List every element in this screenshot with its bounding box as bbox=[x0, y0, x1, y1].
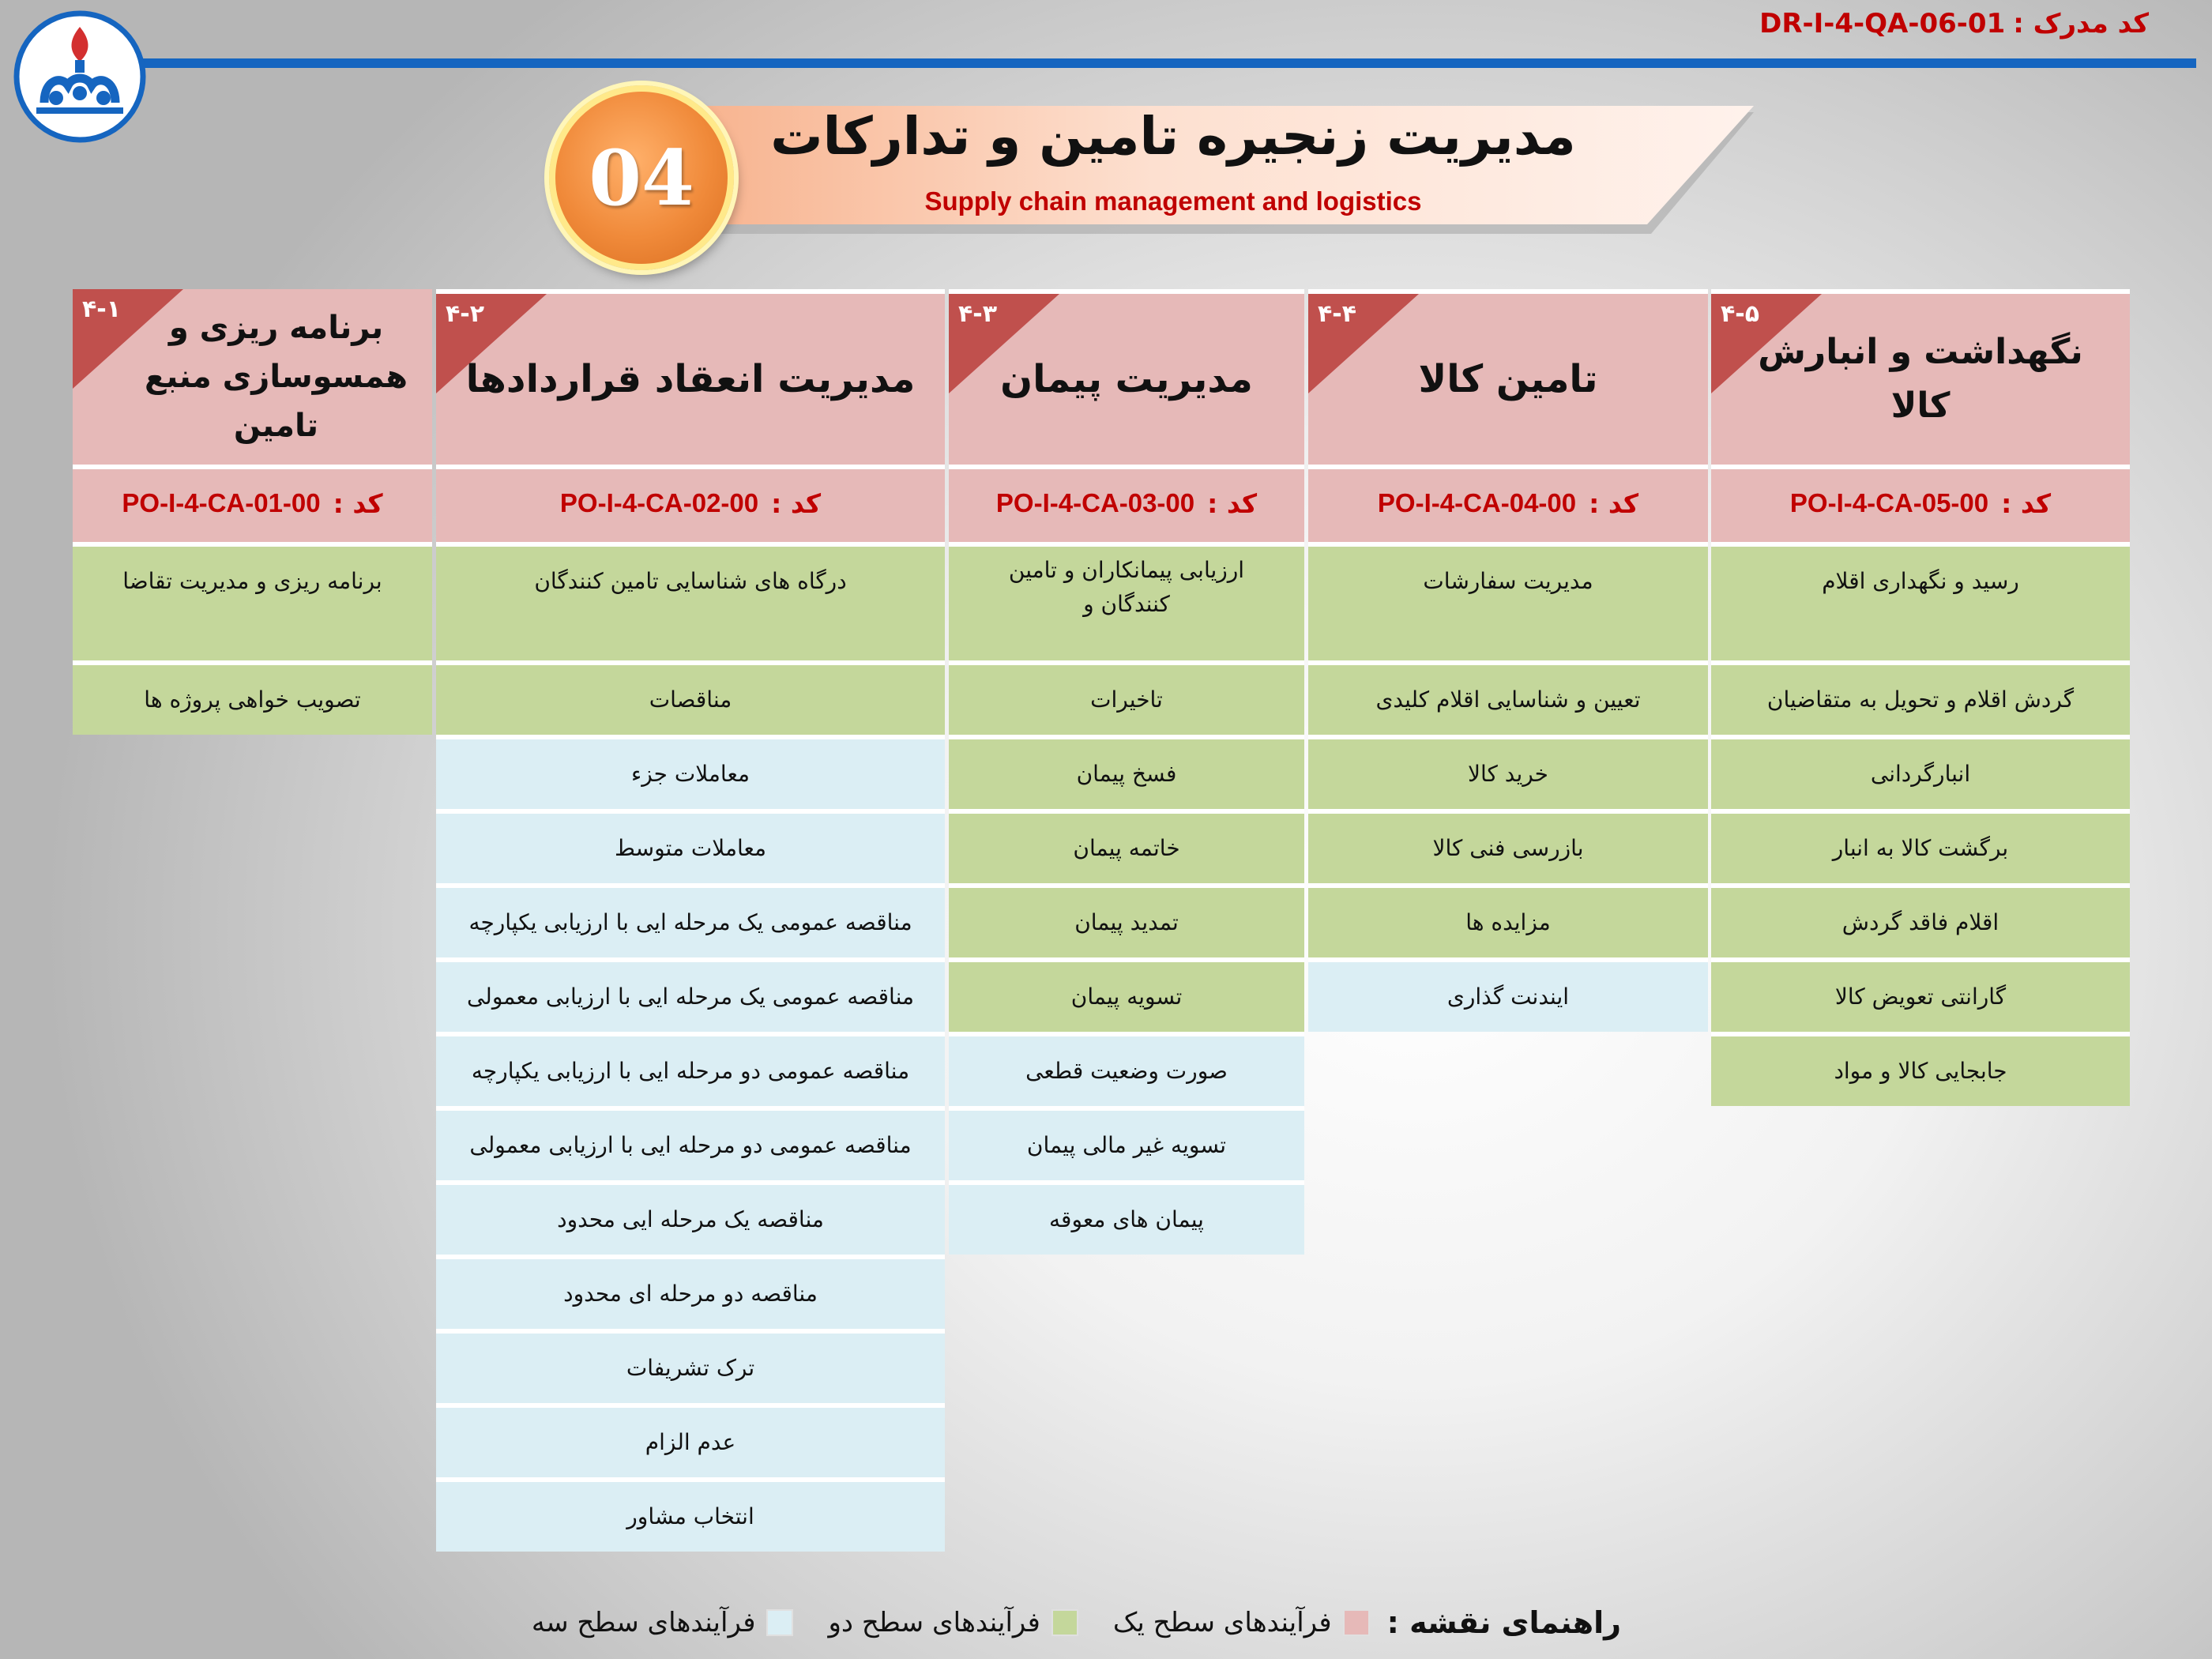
column-code bbox=[949, 465, 1304, 542]
column-code bbox=[73, 465, 432, 542]
process-item-label: جابجایی کالا و مواد bbox=[1834, 1058, 2007, 1084]
column-code bbox=[1711, 465, 2130, 542]
column-number: ۴-۱ bbox=[82, 295, 122, 323]
process-item-label: مناقصات bbox=[649, 687, 732, 713]
process-item[interactable] bbox=[1308, 660, 1708, 735]
process-item[interactable] bbox=[73, 542, 432, 660]
process-item-label: تمدید پیمان bbox=[1074, 909, 1179, 935]
column-number-tab bbox=[73, 289, 183, 389]
legend-swatch-level-3 bbox=[766, 1609, 793, 1636]
process-item-label: انتخاب مشاور bbox=[626, 1503, 754, 1529]
process-item-label: برنامه ریزی و مدیریت تقاضا bbox=[122, 568, 382, 594]
process-item-label: تعیین و شناسایی اقلام کلیدی bbox=[1375, 687, 1641, 713]
legend-swatch-level-1 bbox=[1343, 1609, 1370, 1636]
process-item-label: مناقصه عمومی یک مرحله ایی با ارزیابی معمولی bbox=[466, 984, 915, 1010]
process-item[interactable] bbox=[436, 735, 945, 809]
legend-swatch-level-2 bbox=[1051, 1609, 1078, 1636]
column-code-label: کد : bbox=[2001, 488, 2052, 519]
process-item[interactable] bbox=[1711, 1032, 2130, 1106]
page-subtitle: Supply chain management and logistics bbox=[924, 186, 1422, 216]
column-number: ۴-۲ bbox=[446, 300, 485, 328]
column-planning bbox=[73, 289, 432, 735]
process-item-label: ایندنت گذاری bbox=[1446, 984, 1570, 1010]
process-item-label: خاتمه پیمان bbox=[1073, 835, 1180, 861]
process-item[interactable] bbox=[949, 1180, 1304, 1255]
column-code-value: PO-I-4-CA-05-00 bbox=[1789, 488, 1989, 517]
header-rule bbox=[142, 58, 2196, 68]
process-item-label: ارزیابی پیمانکاران و تامین کنندگان و bbox=[1008, 557, 1245, 618]
process-item[interactable] bbox=[1711, 809, 2130, 883]
column-title: مدیریت انعقاد قراردادها bbox=[465, 356, 916, 401]
company-logo bbox=[13, 9, 147, 144]
process-item-label: خرید کالا bbox=[1468, 761, 1548, 787]
process-item[interactable] bbox=[949, 735, 1304, 809]
column-header bbox=[436, 289, 945, 465]
column-number-tab bbox=[1711, 294, 1822, 393]
process-item-label: مناقصه یک مرحله ایی محدود bbox=[557, 1206, 824, 1232]
process-item-label: تسویه غیر مالی پیمان bbox=[1026, 1132, 1227, 1158]
process-item-label: صورت وضعیت قطعی bbox=[1025, 1058, 1228, 1084]
process-item[interactable] bbox=[1711, 957, 2130, 1032]
process-item-label: عدم الزام bbox=[645, 1429, 736, 1455]
column-contract-management bbox=[949, 289, 1304, 1255]
legend-title: راهنمای نقشه : bbox=[1386, 1605, 1621, 1640]
process-item-label: فسخ پیمان bbox=[1076, 761, 1177, 787]
process-item-label: رسید و نگهداری اقلام bbox=[1822, 568, 2019, 594]
process-item[interactable] bbox=[1308, 809, 1708, 883]
process-item[interactable] bbox=[949, 809, 1304, 883]
process-item-label: برگشت کالا به انبار bbox=[1832, 835, 2009, 861]
process-item[interactable] bbox=[436, 957, 945, 1032]
document-code-label: کد مدرک : bbox=[2013, 8, 2149, 40]
process-item-label: تسویه پیمان bbox=[1070, 984, 1183, 1010]
column-storage bbox=[1711, 289, 2130, 1106]
legend-label-level-2: فرآیندهای سطح دو bbox=[828, 1607, 1040, 1638]
process-item[interactable] bbox=[436, 809, 945, 883]
legend-label-level-3: فرآیندهای سطح سه bbox=[531, 1607, 756, 1638]
legend bbox=[497, 1605, 1621, 1640]
process-item-label: مدیریت سفارشات bbox=[1423, 568, 1593, 594]
process-item[interactable] bbox=[436, 1106, 945, 1180]
process-item[interactable] bbox=[436, 1255, 945, 1329]
process-item-label: مناقصه دو مرحله ای محدود bbox=[563, 1281, 818, 1307]
column-code-value: PO-I-4-CA-04-00 bbox=[1377, 488, 1577, 517]
process-item-label: تصویب خواهی پروژه ها bbox=[144, 687, 361, 713]
column-title: برنامه ریزی و همسوسازی منبع تامین bbox=[144, 310, 408, 444]
document-code-value: DR-I-4-QA-06-01 bbox=[1759, 8, 2006, 40]
process-item[interactable] bbox=[436, 660, 945, 735]
process-item[interactable] bbox=[949, 1032, 1304, 1106]
column-header bbox=[73, 289, 432, 465]
column-header bbox=[949, 289, 1304, 465]
column-code-value: PO-I-4-CA-03-00 bbox=[995, 488, 1195, 517]
column-contracting bbox=[436, 289, 945, 1552]
column-code-value: PO-I-4-CA-02-00 bbox=[559, 488, 759, 517]
section-badge bbox=[549, 85, 734, 270]
process-item-label: مزایده ها bbox=[1465, 909, 1551, 935]
legend-label-level-1: فرآیندهای سطح یک bbox=[1112, 1607, 1332, 1638]
column-number-tab bbox=[436, 294, 547, 393]
column-code-value: PO-I-4-CA-01-00 bbox=[122, 488, 321, 517]
column-code-label: کد : bbox=[1207, 488, 1258, 519]
process-item[interactable] bbox=[949, 957, 1304, 1032]
process-item[interactable] bbox=[436, 1032, 945, 1106]
process-item[interactable] bbox=[949, 883, 1304, 957]
process-item-label: تاخیرات bbox=[1090, 687, 1163, 713]
page-title: مدیریت زنجیره تامین و تدارکات bbox=[770, 106, 1576, 167]
process-item[interactable] bbox=[1308, 542, 1708, 660]
process-item-label: مناقصه عمومی یک مرحله ایی با ارزیابی یکپارچه bbox=[468, 909, 912, 935]
process-item[interactable] bbox=[436, 1180, 945, 1255]
column-title: نگهداشت و انبارش کالا bbox=[1758, 331, 2083, 426]
process-item-label: مناقصه عمومی دو مرحله ایی با ارزیابی معمولی bbox=[469, 1132, 912, 1158]
process-item-label: انبارگردانی bbox=[1870, 761, 1971, 787]
process-item[interactable] bbox=[436, 542, 945, 660]
process-item[interactable] bbox=[1711, 735, 2130, 809]
process-item-label: پیمان های معوقه bbox=[1049, 1206, 1204, 1232]
process-item[interactable] bbox=[1308, 957, 1708, 1032]
process-item[interactable] bbox=[436, 883, 945, 957]
process-item[interactable] bbox=[1308, 883, 1708, 957]
process-item[interactable] bbox=[1711, 542, 2130, 660]
process-item-label: گارانتی تعویض کالا bbox=[1834, 984, 2007, 1010]
process-item[interactable] bbox=[1711, 660, 2130, 735]
column-number-tab bbox=[949, 294, 1059, 393]
column-title: تامین کالا bbox=[1418, 356, 1598, 401]
column-number: ۴-۵ bbox=[1721, 300, 1760, 328]
process-item[interactable] bbox=[436, 1403, 945, 1477]
process-item-label: بازرسی فنی کالا bbox=[1432, 835, 1584, 861]
process-item[interactable] bbox=[1711, 883, 2130, 957]
column-code-label: کد : bbox=[1589, 488, 1639, 519]
column-number: ۴-۳ bbox=[958, 300, 998, 328]
process-item[interactable] bbox=[436, 1477, 945, 1552]
column-number: ۴-۴ bbox=[1318, 300, 1357, 328]
process-item[interactable] bbox=[1308, 735, 1708, 809]
process-item[interactable] bbox=[436, 1329, 945, 1403]
column-header bbox=[1711, 289, 2130, 465]
column-code bbox=[1308, 465, 1708, 542]
column-number-tab bbox=[1308, 294, 1419, 393]
process-item-label: گردش اقلام و تحویل به متقاضیان bbox=[1766, 687, 2075, 713]
column-title: مدیریت پیمان bbox=[1000, 356, 1253, 401]
column-code bbox=[436, 465, 945, 542]
process-item[interactable] bbox=[73, 660, 432, 735]
process-item-label: ترک تشریفات bbox=[626, 1355, 755, 1381]
column-header bbox=[1308, 289, 1708, 465]
process-item[interactable] bbox=[949, 660, 1304, 735]
section-number: 04 bbox=[589, 133, 694, 223]
document-code bbox=[1759, 8, 2149, 40]
column-goods-supply bbox=[1308, 289, 1708, 1032]
process-item[interactable] bbox=[949, 542, 1304, 660]
column-code-label: کد : bbox=[333, 488, 383, 519]
process-item-label: معاملات جزء bbox=[631, 761, 750, 787]
process-item-label: اقلام فاقد گردش bbox=[1841, 909, 1999, 935]
process-item[interactable] bbox=[949, 1106, 1304, 1180]
process-item-label: درگاه های شناسایی تامین کنندگان bbox=[534, 568, 847, 594]
process-item-label: مناقصه عمومی دو مرحله ایی با ارزیابی یکپارچه bbox=[471, 1058, 910, 1084]
column-code-label: کد : bbox=[771, 488, 822, 519]
process-item-label: معاملات متوسط bbox=[615, 835, 766, 861]
